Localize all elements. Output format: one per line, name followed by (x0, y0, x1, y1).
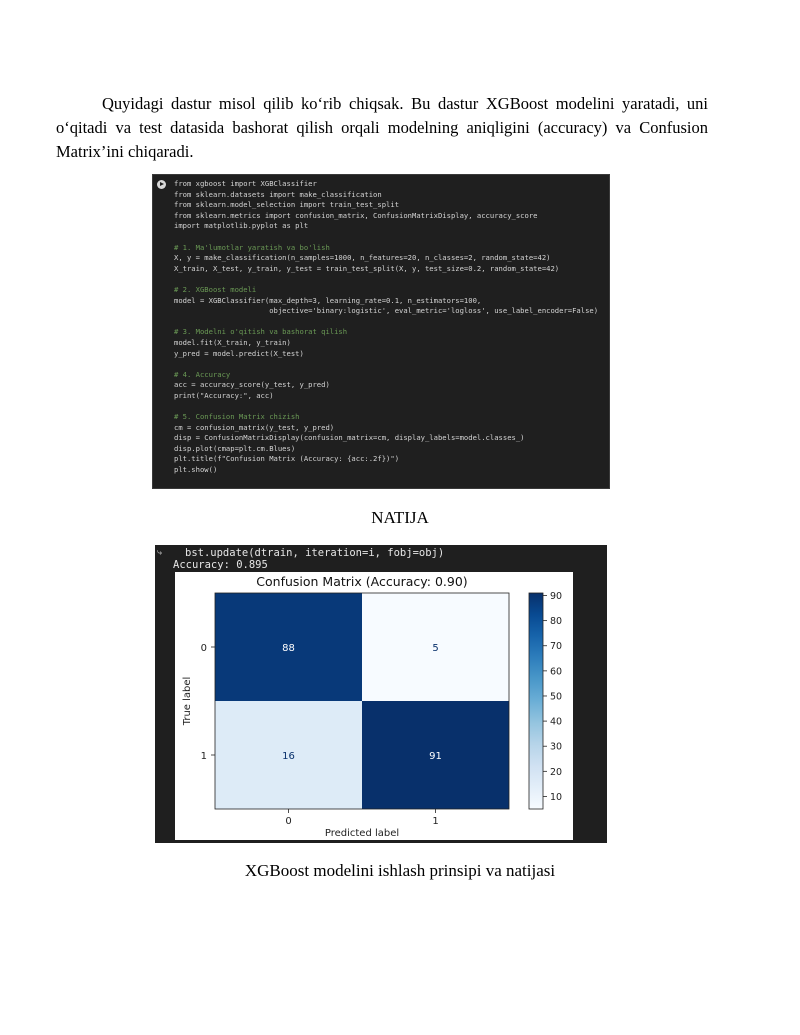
colorbar-tick-label: 40 (550, 716, 563, 728)
colorbar-tick-label: 30 (550, 741, 563, 753)
run-cell-icon[interactable] (157, 180, 166, 189)
code-line: # 3. Modelni o'qitish va bashorat qilish (174, 327, 348, 337)
code-cell[interactable] (152, 174, 610, 489)
code-line: # 1. Ma'lumotlar yaratish va bo'lish (174, 242, 330, 252)
code-line: X, y = make_classification(n_samples=1000, n_features=20, n_classes=2, random_state=42) (174, 253, 551, 263)
cell-label: 5 (432, 643, 439, 654)
code-line: # 4. Accuracy (174, 369, 231, 379)
colorbar-tick-label: 20 (550, 766, 563, 778)
colorbar (529, 593, 543, 809)
y-tick-label: 0 (200, 643, 207, 654)
code-content (174, 179, 598, 476)
colorbar-tick-label: 10 (550, 791, 563, 803)
confusion-matrix-chart (175, 572, 573, 840)
code-line: from xgboost import XGBClassifier (174, 179, 317, 188)
cell-label: 16 (282, 751, 295, 762)
code-line: acc = accuracy_score(y_test, y_pred) (174, 380, 330, 390)
code-line: # 5. Confusion Matrix chizish (174, 412, 300, 422)
cell-label: 88 (282, 643, 295, 654)
figure-caption: XGBoost modelini ishlash prinsipi va natijasi (244, 861, 556, 880)
colorbar-tick-label: 70 (550, 641, 563, 653)
x-axis-label: Predicted label (324, 828, 400, 839)
code-line (174, 317, 598, 328)
code-line: from sklearn.metrics import confusion_matrix, ConfusionMatrixDisplay, accuracy_score (174, 210, 538, 220)
colorbar-tick-label: 90 (550, 591, 563, 603)
code-line: print("Accuracy:", acc) (174, 390, 274, 400)
warning-line: bst.update(dtrain, iteration=i, fobj=obj) (185, 547, 445, 559)
chart-title: Confusion Matrix (Accuracy: 0.90) (256, 574, 468, 589)
code-line: from sklearn.model_selection import train_test_split (174, 200, 400, 210)
cell-label: 91 (429, 751, 442, 762)
code-line: objective='binary:logistic', eval_metric='logloss', use_label_encoder=False) (174, 306, 599, 316)
code-line: y_pred = model.predict(X_test) (174, 348, 304, 358)
code-line: X_train, X_test, y_train, y_test = train_test_split(X, y, test_size=0.2, random_state=42) (174, 263, 560, 273)
code-line (174, 359, 598, 370)
code-line: disp.plot(cmap=plt.cm.Blues) (174, 443, 296, 453)
code-line: import matplotlib.pyplot as plt (174, 221, 309, 231)
code-line (174, 401, 598, 412)
code-line: disp = ConfusionMatrixDisplay(confusion_matrix=cm, display_labels=model.classes_) (174, 433, 525, 443)
x-tick-label: 1 (432, 816, 439, 827)
confusion-matrix-plot (175, 572, 573, 840)
output-icon: ⤷ (157, 548, 163, 558)
accuracy-output: Accuracy: 0.895 (173, 559, 268, 571)
code-line: from sklearn.datasets import make_classification (174, 189, 382, 199)
code-line: model.fit(X_train, y_train) (174, 337, 291, 347)
intro-paragraph: Quyidagi dastur misol qilib ko‘rib chiqsak. Bu dastur XGBoost modelini yaratadi, uni o‘qitadi va test datasida bashorat qilish orqali modelning aniqligini (accuracy) va Confusion Matrix’ini chiqaradi. (56, 94, 708, 161)
code-line: plt.show() (174, 465, 218, 475)
y-axis-label: True label (182, 676, 193, 726)
output-cell (155, 545, 607, 843)
colorbar-tick-label: 60 (550, 666, 563, 678)
code-line: cm = confusion_matrix(y_test, y_pred) (174, 422, 335, 432)
x-tick-label: 0 (285, 816, 292, 827)
result-heading: NATIJA (371, 508, 429, 527)
code-line: plt.title(f"Confusion Matrix (Accuracy: {acc:.2f})") (174, 454, 400, 464)
code-line: # 2. XGBoost modeli (174, 284, 257, 294)
code-line: model = XGBClassifier(max_depth=3, learning_rate=0.1, n_estimators=100, (174, 295, 482, 305)
colorbar-tick-label: 50 (550, 691, 563, 703)
code-line (174, 274, 598, 285)
code-line (174, 232, 598, 243)
y-tick-label: 1 (200, 751, 207, 762)
colorbar-tick-label: 80 (550, 616, 563, 628)
